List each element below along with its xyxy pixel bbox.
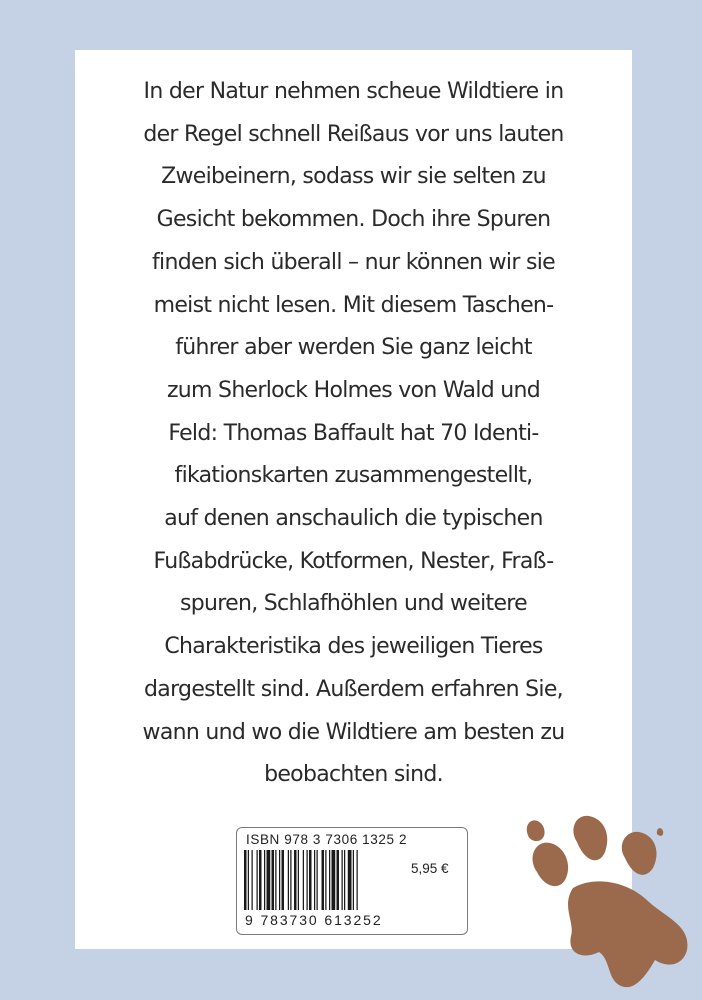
price-label: 5,95 €: [411, 861, 449, 876]
paw-pad: [568, 881, 687, 987]
barcode-bar: [314, 850, 315, 910]
blurb-line: finden sich überall – nur können wir sie: [152, 249, 555, 275]
paw-toe-4: [622, 832, 657, 875]
barcode-bar: [332, 850, 336, 910]
blurb-line: In der Natur nehmen scheue Wildtiere in: [143, 79, 564, 104]
barcode-bar: [348, 850, 352, 910]
blurb-line: wann und wo die Wildtiere am besten zu: [142, 719, 565, 745]
barcode-bar: [325, 850, 326, 910]
blurb-line: beobachten sind.: [264, 762, 443, 788]
barcode-bar: [248, 850, 249, 910]
barcode-bar: [329, 850, 330, 910]
blurb-line: meist nicht lesen. Mit diesem Taschen-: [153, 292, 554, 318]
barcode-bar: [257, 850, 258, 910]
barcode-bar: [264, 850, 265, 910]
blurb-line: Zweibeinern, sodass wir sie selten zu: [161, 164, 546, 190]
barcode-bar: [275, 850, 276, 910]
blurb-line: spuren, Schlafhöhlen und weitere: [179, 591, 527, 617]
blurb-line: Charakteristika des jeweiligen Tieres: [164, 634, 543, 660]
barcode-bar: [282, 850, 285, 910]
barcode-bar: [344, 850, 345, 910]
blurb-line: zum Sherlock Holmes von Wald und: [166, 377, 541, 403]
barcode-bar: [298, 850, 299, 910]
isbn-number: ISBN 978 3 7306 1325 2: [246, 832, 408, 847]
barcode-bar: [244, 850, 247, 910]
isbn-barcode-label: [236, 827, 468, 935]
barcode-bar: [290, 850, 291, 910]
paw-claw: [657, 828, 663, 836]
barcode-bar: [267, 850, 271, 910]
barcode-bar: [303, 850, 304, 910]
blurb-line: auf denen anschaulich die typischen: [164, 506, 543, 532]
barcode-bar: [279, 850, 280, 910]
barcode-bar: [337, 850, 340, 910]
barcode-bar: [288, 850, 289, 910]
blurb-line: dargestellt sind. Außerdem erfahren Sie,: [144, 676, 563, 702]
barcode-bar: [307, 850, 308, 910]
barcode-bar: [294, 850, 297, 910]
paw-toe-2: [533, 843, 569, 886]
paw-toe-1: [527, 820, 545, 841]
blurb-line: Feld: Thomas Baffault hat 70 Identi-: [168, 420, 539, 446]
barcode-digits: 9 783730 613252: [245, 912, 383, 928]
blurb-line: der Regel schnell Reißaus vor uns lauten: [143, 121, 564, 147]
barcode-bar: [252, 850, 253, 910]
paw-print-icon: [515, 810, 702, 1000]
blurb-line: führer aber werden Sie ganz leicht: [175, 335, 532, 361]
blurb-line: Gesicht bekommen. Doch ihre Spuren: [156, 207, 551, 233]
barcode-bar: [322, 850, 325, 910]
blurb-text: [75, 71, 632, 797]
barcode-bar: [272, 850, 275, 910]
barcode-bars: [243, 850, 403, 910]
barcode-bar: [357, 850, 358, 910]
blurb-line: fikationskarten zusammengestellt,: [174, 463, 533, 489]
barcode-bar: [259, 850, 262, 910]
barcode-bar: [317, 850, 318, 910]
blurb-line: Fußabdrücke, Kotformen, Nester, Fraß-: [153, 548, 554, 574]
paw-toe-3: [573, 816, 607, 860]
barcode-bar: [309, 850, 312, 910]
barcode-bar: [353, 850, 354, 910]
barcode-bar: [342, 850, 343, 910]
